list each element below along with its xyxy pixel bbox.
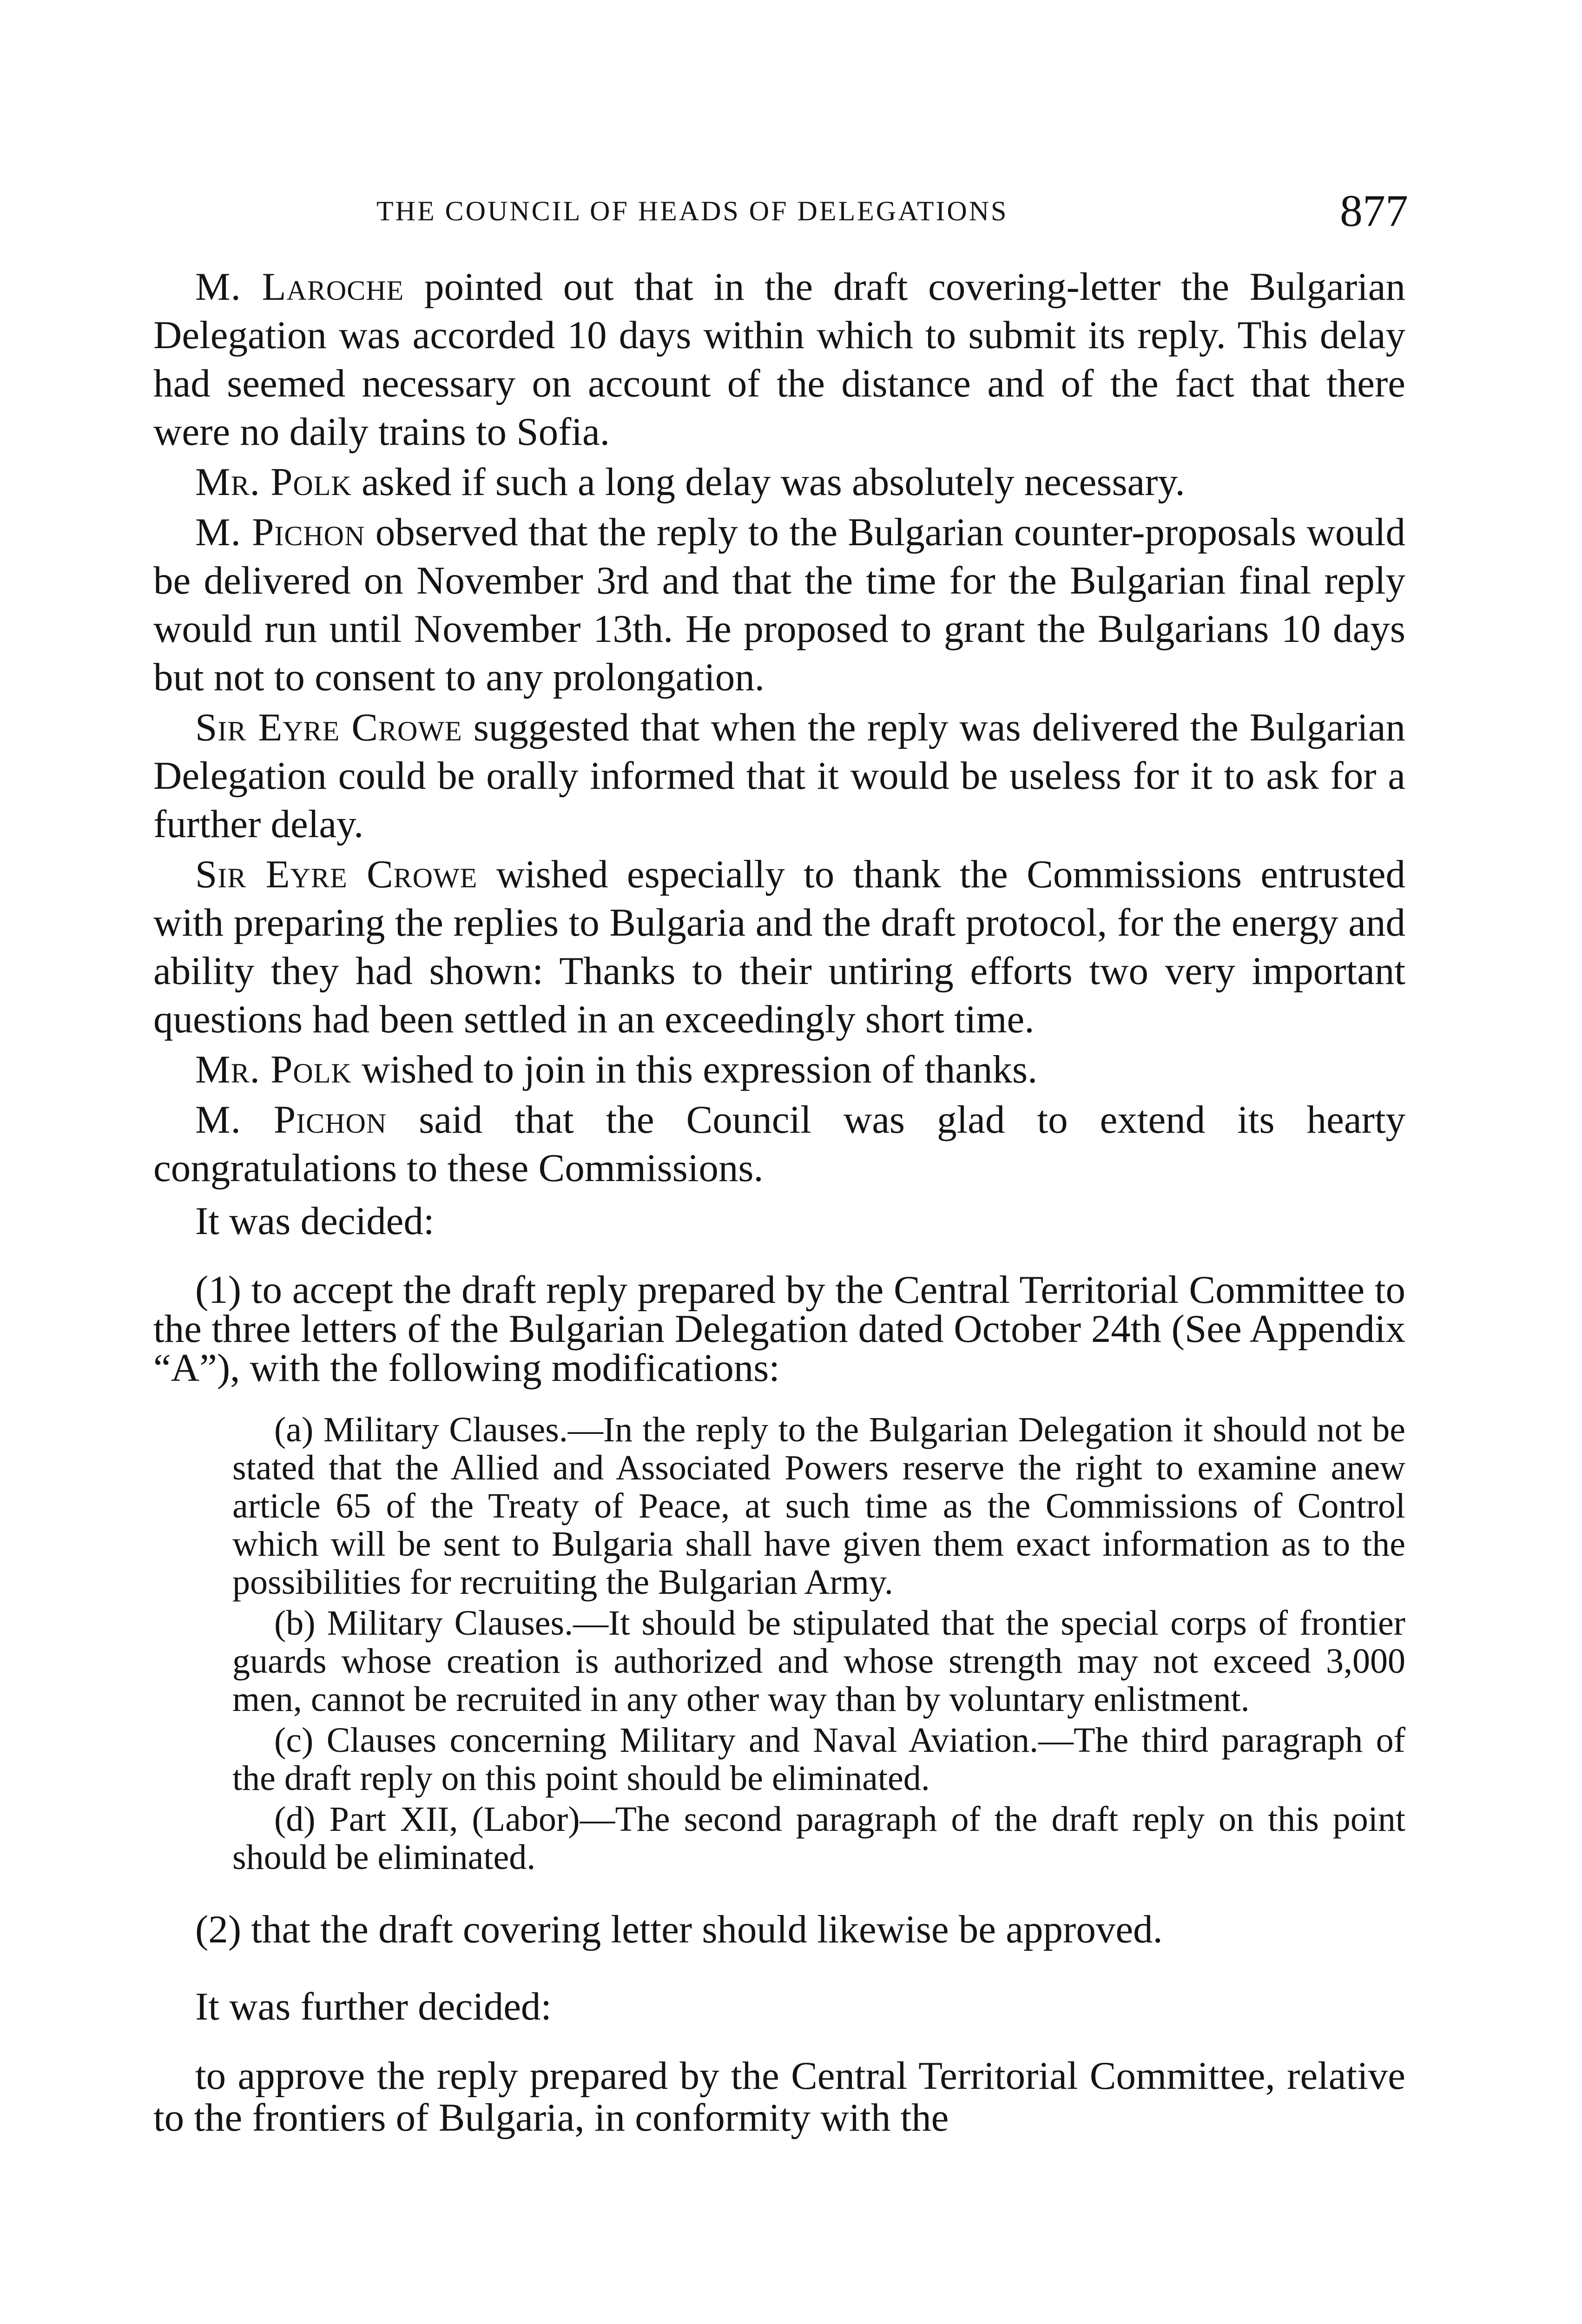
- paragraph-text: pointed out that in the draft covering-letter the Bulgarian Delegation was accorded 10 days within which to submit its reply. This delay had seemed necessary on account of the distance and of the fact that there were no daily trains to Sofia.: [153, 265, 1405, 454]
- paragraph-text: asked if such a long delay was absolutely necessary.: [351, 460, 1185, 504]
- modification-d: (d) Part XII, (Labor)—The second paragraph of the draft reply on this point should be eliminated.: [232, 1800, 1405, 1877]
- modification-b: (b) Military Clauses.—It should be stipulated that the special corps of frontier guards whose creation is authorized and whose strength may not exceed 3,000 men, cannot be recruited in any other way than by voluntary enlistment.: [232, 1604, 1405, 1719]
- speaker-name: Sir Eyre Crowe: [195, 852, 478, 896]
- further-decision-intro: It was further decided:: [195, 1985, 552, 2028]
- paragraph-pichon-congratulations: [153, 1096, 1405, 1192]
- paragraph-pichon: [153, 508, 1405, 701]
- paragraph-text: said that the Council was glad to extend its hearty congratulations to these Commissions.: [153, 1098, 1406, 1190]
- paragraph-polk-thanks: [153, 1045, 1405, 1094]
- modification-list: [153, 1411, 1405, 1876]
- paragraph-crowe-thanks: [153, 850, 1405, 1043]
- paragraph-text: suggested that when the reply was delivered the Bulgarian Delegation could be orally informed that it would be useless for it to ask for a further delay.: [153, 706, 1405, 846]
- paragraph-text: wished to join in this expression of thanks.: [351, 1048, 1038, 1091]
- running-head: [158, 185, 1408, 236]
- page-number: 877: [1340, 186, 1408, 236]
- paragraph-laroche: [153, 263, 1405, 456]
- modification-c: (c) Clauses concerning Military and Naval Aviation.—The third paragraph of the draft reply on this point should be eliminated.: [232, 1721, 1405, 1798]
- speaker-name: M. Laroche: [195, 265, 404, 309]
- speaker-name: Mr. Polk: [195, 1048, 352, 1091]
- paragraph-text: observed that the reply to the Bulgarian counter-proposals would be delivered on November 3rd and that the time for the Bulgarian final reply would run until November 13th. He proposed to grant the Bulgarians 10 days but not to consent to any prolongation.: [153, 510, 1406, 699]
- paragraph-polk: [153, 458, 1405, 506]
- body-text: [153, 263, 1405, 2139]
- decision-intro: It was decided:: [195, 1199, 435, 1243]
- speaker-name: M. Pichon: [195, 1098, 387, 1142]
- resolution-2: (2) that the draft covering letter should likewise be approved.: [195, 1908, 1163, 1951]
- modification-a: (a) Military Clauses.—In the reply to the Bulgarian Delegation it should not be stated that the Allied and Associated Powers reserve the right to examine anew article 65 of the Treaty of Peace, at such time as the Commissions of Control which will be sent to Bulgaria shall have given them exact information as to the possibilities for recruiting the Bulgarian Army.: [232, 1410, 1405, 1602]
- further-decision-text: to approve the reply prepared by the Central Territorial Committee, relative to the frontiers of Bulgaria, in conformity with the: [153, 2054, 1405, 2139]
- resolution-1: (1) to accept the draft reply prepared by the Central Territorial Committee to the three letters of the Bulgarian Delegation dated October 24th (See Appendix “A”), with the following modifications:: [153, 1268, 1405, 1390]
- speaker-name: M. Pichon: [195, 510, 365, 554]
- running-title: THE COUNCIL OF HEADS OF DELEGATIONS: [376, 196, 1009, 226]
- paragraph-text: wished especially to thank the Commissions entrusted with preparing the replies to Bulgaria and the draft protocol, for the energy and ability they had shown: Thanks to their untiring efforts two very important questions had been settled in an exceedingly short time.: [153, 852, 1405, 1041]
- speaker-name: Sir Eyre Crowe: [195, 706, 462, 749]
- paragraph-crowe: [153, 703, 1405, 848]
- speaker-name: Mr. Polk: [195, 460, 352, 504]
